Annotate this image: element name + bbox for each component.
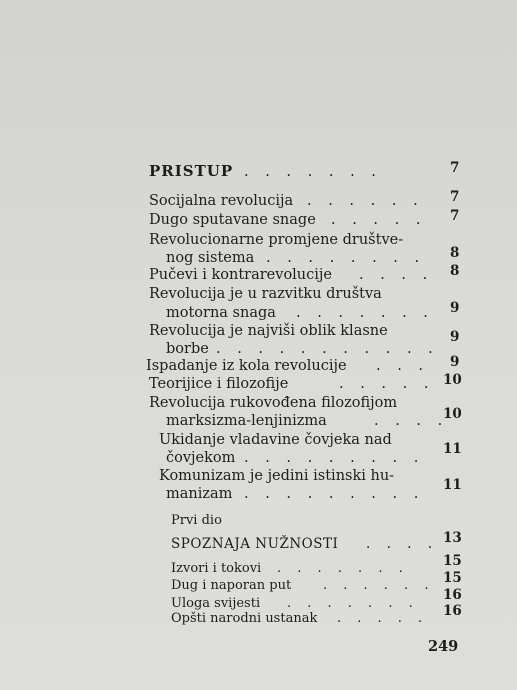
toc-entry-label: Dugo sputavane snage xyxy=(149,212,316,228)
toc-page-number: 16 xyxy=(443,587,462,603)
toc-leader-dots: . . . . xyxy=(366,536,439,552)
toc-page-number: 15 xyxy=(443,570,462,586)
toc-leader-dots: . . . . . . . . . xyxy=(244,450,425,466)
toc-entry-label: Opšti narodni ustanak xyxy=(171,611,318,626)
toc-page-number: 8 xyxy=(450,245,460,261)
toc-entry-label: Revolucija je u razvitku društva xyxy=(149,286,382,302)
toc-page-number: 9 xyxy=(450,354,460,370)
toc-page-number: 13 xyxy=(443,530,462,546)
toc-entry-label: Revolucija je najviši oblik klasne xyxy=(149,323,388,339)
toc-page-number: 8 xyxy=(450,263,460,279)
toc-page-number: 11 xyxy=(443,441,462,457)
toc-page-number: 7 xyxy=(450,160,460,176)
toc-page-number: 9 xyxy=(450,329,460,345)
toc-leader-dots: . . . . . . . . . . . xyxy=(216,341,439,357)
toc-leader-dots: . . . . . xyxy=(331,212,427,228)
toc-entry-label: motorna snaga xyxy=(166,305,276,321)
toc-page-number: 7 xyxy=(450,189,460,205)
toc-leader-dots: . . . . . . . . xyxy=(266,250,426,266)
toc-entry-label: manizam xyxy=(166,486,233,502)
toc-entry-label: Uloga svijesti xyxy=(171,596,261,611)
toc-entry-label: Ispadanje iz kola revolucije xyxy=(146,358,347,374)
toc-leader-dots: . . . . . xyxy=(337,611,429,626)
toc-entry-label: marksizma-lenjinizma xyxy=(166,413,327,429)
toc-page-number: 7 xyxy=(450,208,460,224)
toc-leader-dots: . . . . . . . . . xyxy=(244,486,425,502)
toc-entry-label: Revolucija rukovođena filozofijom xyxy=(149,395,398,411)
page-number: 249 xyxy=(428,638,459,655)
toc-page-number: 9 xyxy=(450,300,460,316)
toc-leader-dots: . . . . xyxy=(359,267,434,283)
toc-leader-dots: . . . . xyxy=(374,413,449,429)
toc-entry-label: čovjekom xyxy=(166,450,236,466)
toc-leader-dots: . . . . . . xyxy=(323,578,435,593)
part-title-text: SPOZNAJA NUŽNOSTI xyxy=(171,536,339,552)
toc-page-number: 15 xyxy=(443,553,462,569)
toc-entry-label: Revolucionarne promjene društve- xyxy=(149,232,404,248)
toc-entry-label: Komunizam je jedini istinski hu- xyxy=(159,468,395,484)
toc-page-number: 10 xyxy=(443,372,462,388)
toc-entry-label: borbe xyxy=(166,341,209,357)
toc-entry-label: Dug i naporan put xyxy=(171,578,292,593)
toc-entry-label: Ukidanje vladavine čovjeka nad xyxy=(159,432,392,448)
toc-entry-label: Socijalna revolucija xyxy=(149,193,294,209)
toc-leader-dots: . . . . . . . xyxy=(296,305,434,321)
toc-leader-dots: . . . . . xyxy=(339,376,435,392)
toc-page-number: 10 xyxy=(443,406,462,422)
toc-leader-dots: . . . . . . . xyxy=(277,561,409,576)
toc-leader-dots: . . . . . . . xyxy=(287,596,419,611)
part-label-text: Prvi dio xyxy=(171,513,222,528)
toc-leader-dots: . . . . . . . xyxy=(244,164,382,180)
toc-heading-label: PRISTUP xyxy=(149,162,234,180)
toc-leader-dots: . . . . . . xyxy=(307,193,424,209)
toc-page-number: 11 xyxy=(443,477,462,493)
toc-entry-label: nog sistema xyxy=(166,250,255,266)
toc-leader-dots: . . . xyxy=(376,358,430,374)
toc-entry-label: Izvori i tokovi xyxy=(171,561,262,576)
toc-entry-label: Teorijice i filozofije xyxy=(149,376,289,392)
toc-entry-label: Pučevi i kontrarevolucije xyxy=(149,267,332,283)
toc-page-number: 16 xyxy=(443,603,462,619)
